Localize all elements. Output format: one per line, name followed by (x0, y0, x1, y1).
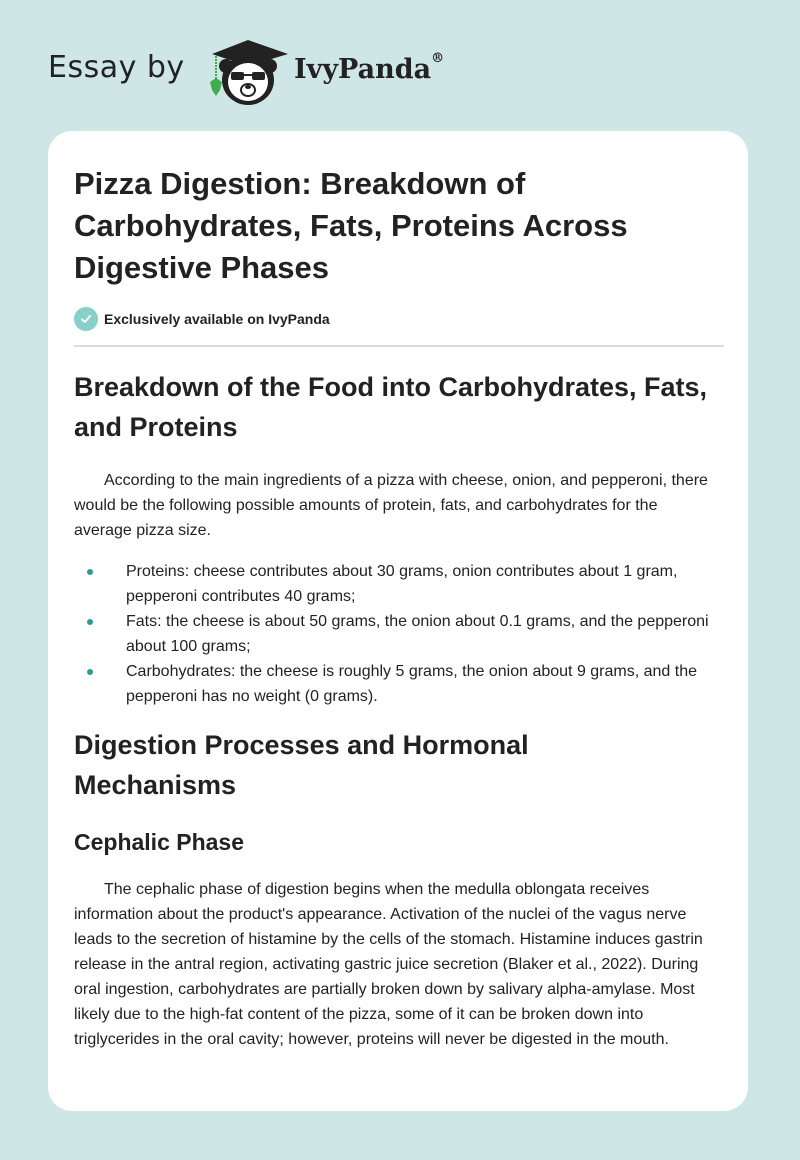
list-item-text: Proteins: cheese contributes about 30 grams, onion contributes about 1 gram, pepperoni contributes 40 grams; (126, 563, 678, 605)
section-paragraph-cephalic: The cephalic phase of digestion begins when the medulla oblongata receives information about the product's appearance. Activation of the nuclei of the vagus nerve leads to the secretion of histamine by the cells of the stomach. Histamine induces gastrin release in the antral region, activating gastric juice secretion (Blaker et al., 2022). During oral ingestion, carbohydrates are partially broken down by salivary alpha-amylase. Most likely due to the high-fat content of the pizza, some of it can be broken down into triglycerides in the oral cavity; however, proteins will never be digested in the mouth. (74, 881, 703, 1048)
article-card (48, 131, 748, 1111)
registered-mark: ® (431, 51, 445, 66)
ivypanda-logo-icon[interactable] (202, 36, 292, 108)
article-title: Pizza Digestion: Breakdown of Carbohydrates, Fats, Proteins Across Digestive Phases (74, 166, 628, 285)
divider (74, 345, 724, 347)
list-item-fats (74, 609, 734, 659)
exclusive-label: Exclusively available on IvyPanda (104, 311, 330, 327)
essay-by-label: Essay by (48, 50, 185, 85)
bullet-icon (87, 619, 93, 625)
bullet-icon (87, 669, 93, 675)
list-item-text: Carbohydrates: the cheese is roughly 5 grams, the onion about 9 grams, and the pepperoni has no weight (0 grams). (126, 663, 698, 705)
subheading-cephalic-phase: Cephalic Phase (74, 829, 245, 855)
list-item-carbohydrates (74, 659, 734, 709)
bullet-icon (87, 569, 93, 575)
section-paragraph-breakdown: According to the main ingredients of a pizza with cheese, onion, and pepperoni, there would be the following possible amounts of protein, fats, and carbohydrates for the average pizza size. (74, 472, 708, 539)
section-heading-digestion: Digestion Processes and Hormonal Mechanisms (74, 730, 529, 800)
nutrient-list (74, 559, 734, 709)
list-item-text: Fats: the cheese is about 50 grams, the onion about 0.1 grams, and the pepperoni about 100 grams; (126, 613, 709, 655)
brand-text: IvyPanda (294, 54, 432, 85)
list-item-proteins (74, 559, 734, 609)
site-header (0, 0, 800, 130)
check-circle-icon (74, 307, 98, 331)
section-heading-breakdown: Breakdown of the Food into Carbohydrates, Fats, and Proteins (74, 372, 708, 442)
brand-name[interactable] (294, 51, 445, 85)
exclusive-badge (74, 305, 330, 333)
